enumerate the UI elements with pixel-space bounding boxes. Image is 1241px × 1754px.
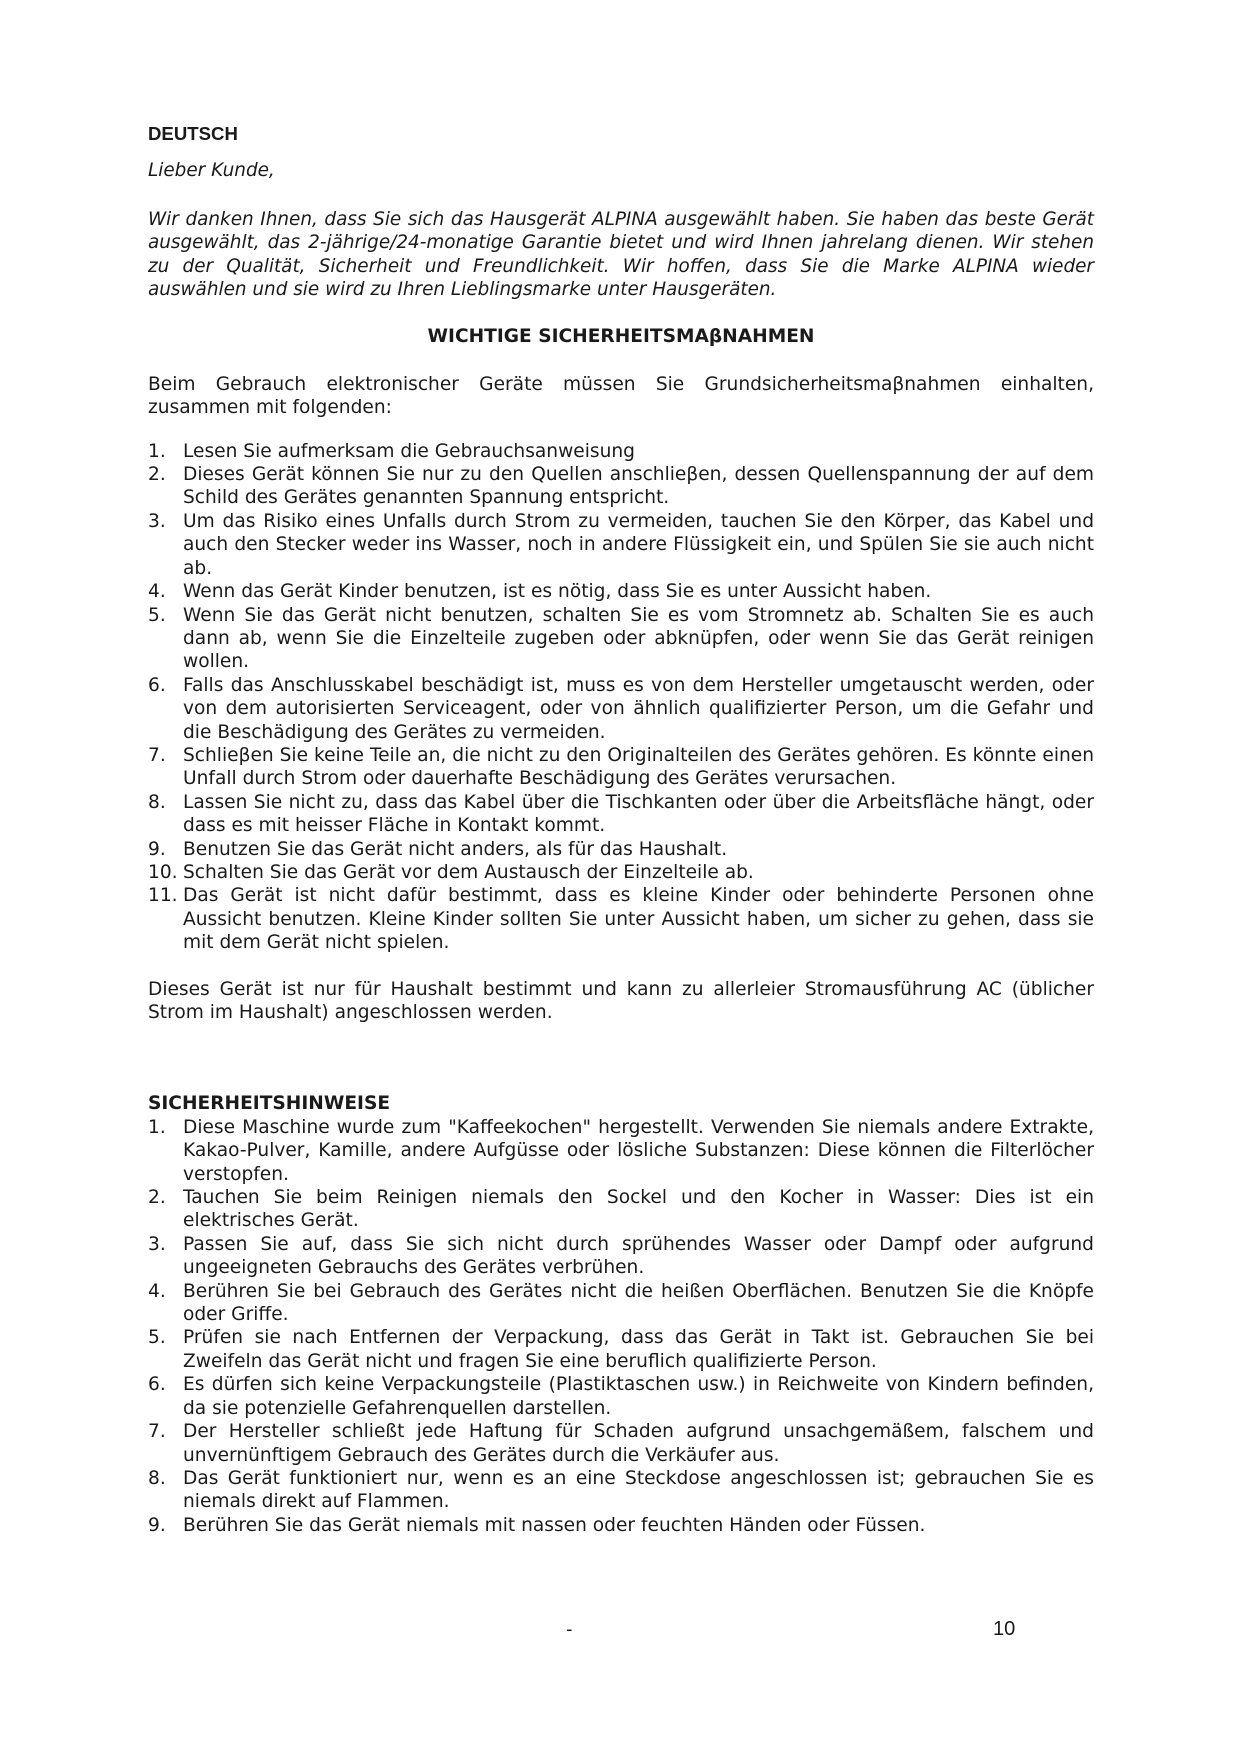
- safety-measures-list: [148, 440, 1094, 955]
- greeting: Lieber Kunde,: [148, 160, 275, 182]
- safety-notes-list: [148, 1116, 1094, 1537]
- list-item: 8. Lassen Sie nicht zu, dass das Kabel über die Tischkanten oder über die Arbeitsfläche hängt, oder dass es mit heisser Fläche in Kontakt kommt.: [148, 791, 1094, 837]
- list-item: 8. Das Gerät funktioniert nur, wenn es an eine Steckdose angeschlossen ist; gebrauchen Sie es niemals direkt auf Flammen.: [148, 1467, 1094, 1513]
- safety-measures-intro: Beim Gebrauch elektronischer Geräte müssen Sie Grundsicherheitsmaβnahmen einhalten, zusammen mit folgenden:: [148, 373, 1094, 419]
- list-item: 6. Falls das Anschlusskabel beschädigt ist, muss es von dem Hersteller umgetauscht werden, oder von dem autorisierten Serviceagent, oder von ähnlich qualifizierter Person, um die Gefahr und die Beschädigung des Gerätes zu vermeiden.: [148, 674, 1094, 743]
- list-item: 3. Passen Sie auf, dass Sie sich nicht durch sprühendes Wasser oder Dampf oder aufgrund ungeeigneten Gebrauchs des Gerätes verbrühen.: [148, 1233, 1094, 1279]
- footer-dash: -: [566, 1619, 573, 1640]
- list-item: 5. Wenn Sie das Gerät nicht benutzen, schalten Sie es vom Stromnetz ab. Schalten Sie es auch dann ab, wenn Sie die Einzelteile zugeben oder abknüpfen, oder wenn Sie das Gerät reinigen wollen.: [148, 604, 1094, 673]
- list-item: 4. Wenn das Gerät Kinder benutzen, ist es nötig, dass Sie es unter Aussicht haben.: [148, 581, 932, 603]
- list-item: 10. Schalten Sie das Gerät vor dem Austausch der Einzelteile ab.: [148, 861, 754, 883]
- safety-measures-title: WICHTIGE SICHERHEITSMAβNAHMEN: [427, 326, 815, 348]
- page-content: [148, 122, 1094, 1537]
- list-item: 1. Lesen Sie aufmerksam die Gebrauchsanweisung: [148, 440, 635, 462]
- list-item: 9. Benutzen Sie das Gerät nicht anders, als für das Haushalt.: [148, 838, 728, 860]
- list-item: 1. Diese Maschine wurde zum "Kaffeekochen" hergestellt. Verwenden Sie niemals andere Extrakte, Kakao-Pulver, Kamille, andere Aufgüsse oder lösliche Substanzen: Diese können die Filterlöcher verstopfen.: [148, 1116, 1094, 1185]
- list-item: 9. Berühren Sie das Gerät niemals mit nassen oder feuchten Händen oder Füssen.: [148, 1514, 926, 1536]
- list-item: 6. Es dürfen sich keine Verpackungsteile (Plastiktaschen usw.) in Reichweite von Kindern befinden, da sie potenzielle Gefahrenquellen darstellen.: [148, 1374, 1094, 1419]
- list-item: 11. Das Gerät ist nicht dafür bestimmt, dass es kleine Kinder oder behinderte Personen ohne Aussicht benutzen. Kleine Kinder sollten Sie unter Aussicht haben, um sicher zu gehen, dass sie mit dem Gerät nicht spielen.: [148, 885, 1094, 954]
- household-note: Dieses Gerät ist nur für Haushalt bestimmt und kann zu allerleier Stromausführung AC (üblicher Strom im Haushalt) angeschlossen werden.: [148, 978, 1094, 1023]
- page-number: 10: [993, 1618, 1016, 1640]
- list-item: 5. Prüfen sie nach Entfernen der Verpackung, dass das Gerät in Takt ist. Gebrauchen Sie bei Zweifeln das Gerät nicht und fragen Sie eine beruflich qualifizierte Person.: [148, 1327, 1094, 1372]
- list-item: 3. Um das Risiko eines Unfalls durch Strom zu vermeiden, tauchen Sie den Körper, das Kabel und auch den Stecker weder ins Wasser, noch in andere Flüssigkeit ein, und Spülen Sie sie auch nicht ab.: [148, 510, 1094, 579]
- list-item: 4. Berühren Sie bei Gebrauch des Gerätes nicht die heißen Oberflächen. Benutzen Sie die Knöpfe oder Griffe.: [148, 1280, 1094, 1326]
- list-item: 2. Dieses Gerät können Sie nur zu den Quellen anschlieβen, dessen Quellenspannung der auf dem Schild des Gerätes genannten Spannung entspricht.: [148, 464, 1094, 509]
- safety-notes-title: SICHERHEITSHINWEISE: [148, 1093, 391, 1115]
- list-item: 7. Schlieβen Sie keine Teile an, die nicht zu den Originalteilen des Gerätes gehören. Es könnte einen Unfall durch Strom oder dauerhafte Beschädigung des Gerätes verursachen.: [148, 744, 1094, 790]
- list-item: 7. Der Hersteller schließt jede Haftung für Schaden aufgrund unsachgemäßem, falschem und unvernünftigem Gebrauch des Gerätes durch die Verkäufer aus.: [148, 1421, 1094, 1466]
- intro-paragraph: Wir danken Ihnen, dass Sie sich das Hausgerät ALPINA ausgewählt haben. Sie haben das beste Gerät ausgewählt, das 2-jährige/24-monatige Garantie bietet und wird Ihnen jahrelang dienen. Wir stehen zu der Qualität, Sicherheit und Freundlichkeit. Wir hoffen, dass Sie die Marke ALPINA wieder auswählen und sie wird zu Ihren Lieblingsmarke unter Hausgeräten.: [148, 208, 1094, 301]
- list-item: 2. Tauchen Sie beim Reinigen niemals den Sockel und den Kocher in Wasser: Dies ist ein elektrisches Gerät.: [148, 1187, 1094, 1232]
- language-heading: DEUTSCH: [148, 123, 238, 144]
